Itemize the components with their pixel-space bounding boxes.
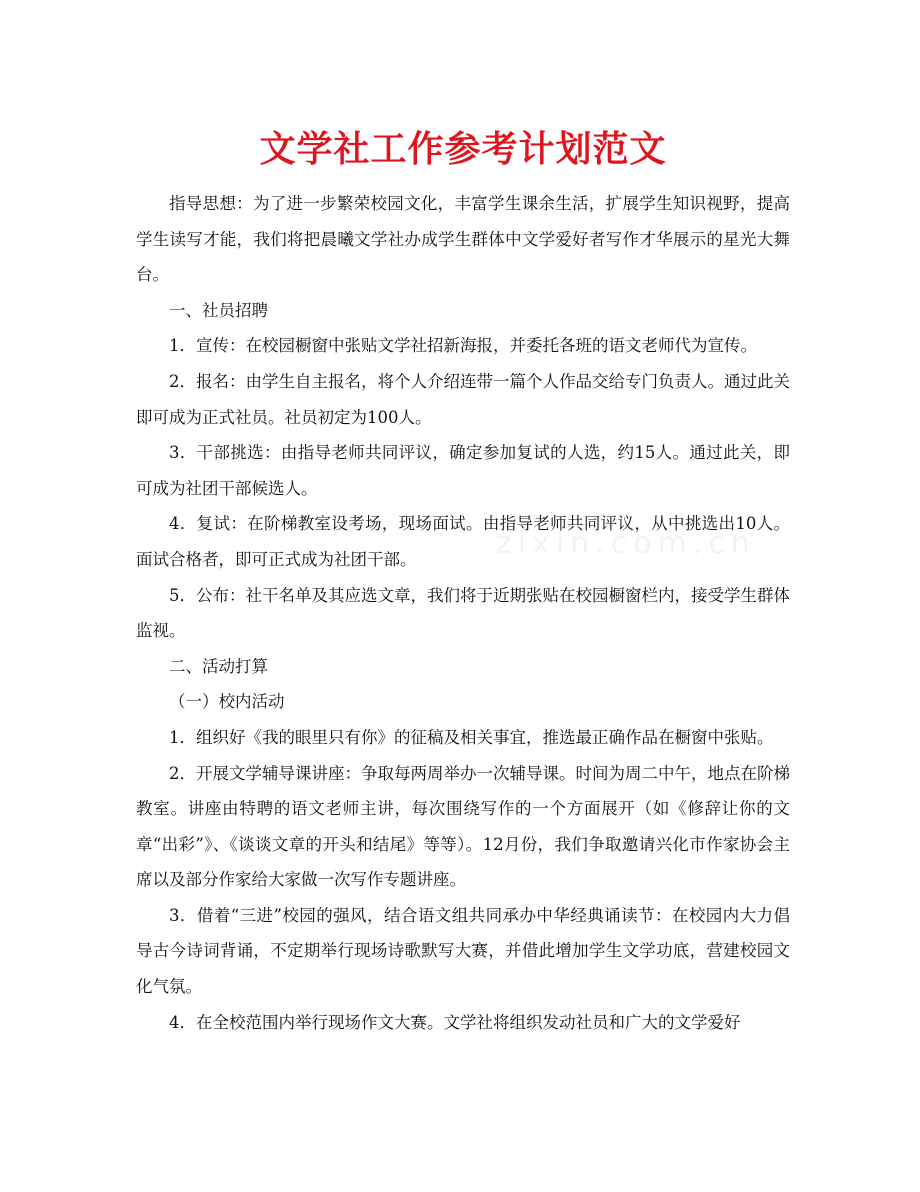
paragraph-item: 4．复试：在阶梯教室设考场，现场面试。由指导老师共同评议，从中挑选出10人。面试合格者，即可正式成为社团干部。 bbox=[136, 514, 790, 569]
section-heading-activities: 二、活动打算 bbox=[169, 656, 268, 676]
paragraph-item: 4．在全校范围内举行现场作文大赛。文学社将组织发动社员和广大的文学爱好 bbox=[169, 1012, 741, 1032]
paragraph-guiding-idea: 指导思想：为了进一步繁荣校园文化，丰富学生课余生活，扩展学生知识视野，提高学生读写才能，我们将把晨曦文学社办成学生群体中文学爱好者写作才华展示的星光大舞台。 bbox=[136, 194, 790, 285]
subsection-heading-campus: （一）校内活动 bbox=[169, 692, 285, 712]
paragraph-item: 2．报名：由学生自主报名，将个人介绍连带一篇个人作品交给专门负责人。通过此关即可成为正式社员。社员初定为100人。 bbox=[136, 371, 790, 427]
paragraph-item: 5．公布：社干名单及其应选文章，我们将于近期张贴在校园橱窗栏内，接受学生群体监视。 bbox=[136, 585, 790, 641]
paragraph-item: 3．借着“三进”校园的强风，结合语文组共同承办中华经典诵读节：在校园内大力倡导古今诗词背诵，不定期举行现场诗歌默写大赛，并借此增加学生文学功底，营建校园文化气氛。 bbox=[136, 905, 790, 997]
document-title: 文学社工作参考计划范文 bbox=[259, 129, 667, 170]
paragraph-item: 3．干部挑选：由指导老师共同评议，确定参加复试的人选，约15人。通过此关，即可成为社团干部候选人。 bbox=[136, 443, 790, 498]
section-heading-recruitment: 一、社员招聘 bbox=[169, 300, 268, 320]
paragraph-item: 2．开展文学辅导课讲座：争取每两周举办一次辅导课。时间为周二中午，地点在阶梯教室。讲座由特聘的语文老师主讲，每次围绕写作的一个方面展开（如《修辞让你的文章“出彩”》、《谈谈文章的开头和结尾》等等）。12月份，我们争取邀请兴化市作家协会主席以及部分作家给大家做一次写作专题讲座。 bbox=[136, 763, 790, 890]
paragraph-item: 1．宣传：在校园橱窗中张贴文学社招新海报，并委托各班的语文老师代为宣传。 bbox=[169, 336, 757, 356]
document-body bbox=[136, 186, 790, 1040]
watermark-text: zixin.com.cn bbox=[496, 526, 756, 561]
paragraph-item: 1．组织好《我的眼里只有你》的征稿及相关事宜，推选最正确作品在橱窗中张贴。 bbox=[169, 727, 774, 747]
